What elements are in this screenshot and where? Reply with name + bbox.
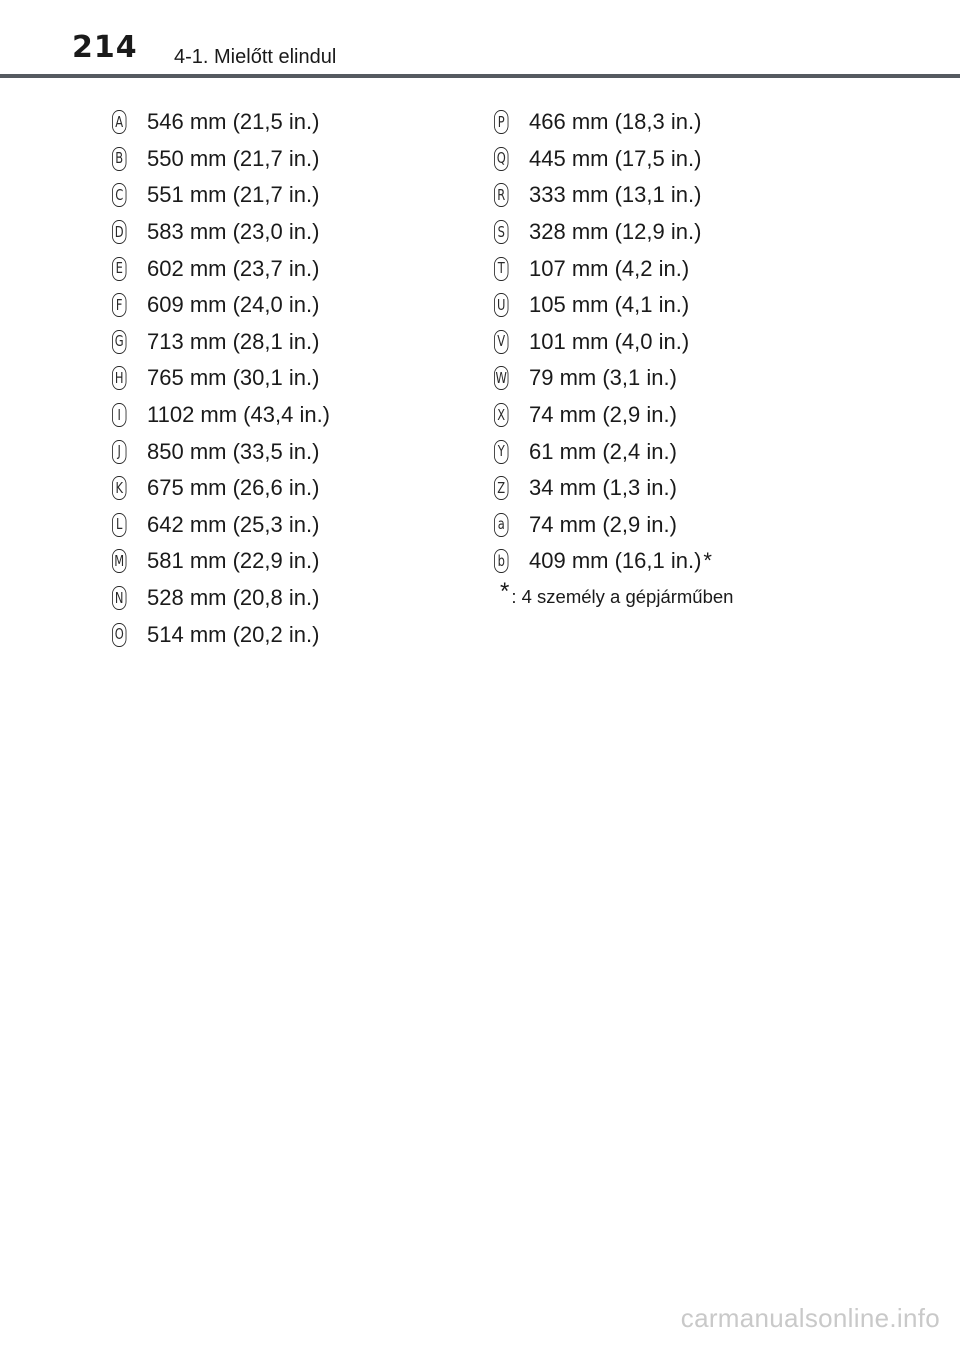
measurement-value: 528 mm (20,8 in.): [147, 585, 320, 611]
list-item: [494, 470, 733, 507]
letter-marker-icon: T: [494, 257, 508, 281]
list-item: [494, 214, 733, 251]
footnote: [500, 577, 734, 620]
measurement-value: 34 mm (1,3 in.): [529, 475, 677, 501]
list-item: [494, 397, 733, 434]
letter-marker-icon: Z: [494, 476, 508, 500]
list-item: [494, 507, 733, 544]
measurement-value: 101 mm (4,0 in.): [529, 328, 690, 354]
measurement-value: 107 mm (4,2 in.): [529, 255, 690, 281]
list-item: [494, 324, 733, 361]
page-number: 214: [72, 30, 138, 65]
measurement-value: 581 mm (22,9 in.): [147, 548, 320, 574]
letter-marker-icon: W: [494, 366, 508, 390]
list-item: [112, 250, 330, 287]
measurement-value: 514 mm (20,2 in.): [147, 621, 320, 647]
measurement-value: 642 mm (25,3 in.): [147, 511, 320, 537]
measurement-value: 61 mm (2,4 in.): [529, 438, 677, 464]
measurement-value: 713 mm (28,1 in.): [147, 328, 320, 354]
letter-marker-icon: Y: [494, 440, 508, 464]
letter-marker-icon: F: [112, 293, 126, 317]
letter-marker-icon: A: [112, 110, 126, 134]
letter-marker-icon: H: [112, 366, 126, 390]
measurement-value: 445 mm (17,5 in.): [529, 145, 702, 171]
measurement-value: 850 mm (33,5 in.): [147, 438, 320, 464]
measurement-value: 609 mm (24,0 in.): [147, 292, 320, 318]
watermark: carmanualsonline.info: [680, 1303, 940, 1333]
list-item: [112, 287, 330, 324]
measurement-value: 466 mm (18,3 in.): [529, 109, 702, 135]
measurement-value: 105 mm (4,1 in.): [529, 292, 690, 318]
measurement-value: 551 mm (21,7 in.): [147, 182, 320, 208]
measurement-value: 74 mm (2,9 in.): [529, 511, 677, 537]
measurement-value: 328 mm (12,9 in.): [529, 219, 702, 245]
page-header: [0, 0, 960, 80]
list-item: [112, 433, 330, 470]
footnote-asterisk-icon: *: [500, 577, 510, 605]
list-item: [112, 360, 330, 397]
list-item: [112, 507, 330, 544]
letter-marker-icon: R: [494, 183, 508, 207]
footnote-text: : 4 személy a gépjárműben: [511, 585, 734, 607]
letter-marker-icon: b: [494, 549, 508, 573]
list-item: [494, 177, 733, 214]
list-item: [112, 324, 330, 361]
list-item: [112, 616, 330, 653]
letter-marker-icon: J: [112, 440, 126, 464]
list-item: [112, 397, 330, 434]
measurement-value: 333 mm (13,1 in.): [529, 182, 702, 208]
letter-marker-icon: B: [112, 147, 126, 171]
right-measurement-list: [494, 104, 733, 620]
list-item: [112, 177, 330, 214]
list-item: [494, 250, 733, 287]
header-divider: [0, 74, 960, 78]
letter-marker-icon: O: [112, 623, 126, 647]
list-item: [494, 287, 733, 324]
letter-marker-icon: U: [494, 293, 508, 317]
list-item: [112, 214, 330, 251]
letter-marker-icon: I: [112, 403, 126, 427]
list-item: [112, 470, 330, 507]
measurement-value: 765 mm (30,1 in.): [147, 365, 320, 391]
letter-marker-icon: K: [112, 476, 126, 500]
letter-marker-icon: a: [494, 513, 508, 537]
measurement-value: 602 mm (23,7 in.): [147, 255, 320, 281]
measurement-value: 550 mm (21,7 in.): [147, 145, 320, 171]
letter-marker-icon: D: [112, 220, 126, 244]
list-item: [112, 543, 330, 580]
list-item: [494, 433, 733, 470]
letter-marker-icon: V: [494, 330, 508, 354]
letter-marker-icon: Q: [494, 147, 508, 171]
letter-marker-icon: X: [494, 403, 508, 427]
list-item: [494, 141, 733, 178]
letter-marker-icon: E: [112, 257, 126, 281]
list-item: b 409 mm (16,1 in.) *: [494, 543, 733, 580]
letter-marker-icon: G: [112, 330, 126, 354]
letter-marker-icon: N: [112, 586, 126, 610]
letter-marker-icon: S: [494, 220, 508, 244]
measurement-value: 79 mm (3,1 in.): [529, 365, 677, 391]
list-item: [494, 360, 733, 397]
section-title: 4-1. Mielőtt elindul: [174, 46, 337, 68]
left-measurement-list: [112, 104, 330, 653]
letter-marker-icon: P: [494, 110, 508, 134]
letter-marker-icon: M: [112, 549, 126, 573]
measurement-value: 409 mm (16,1 in.): [529, 548, 702, 574]
measurement-value: 74 mm (2,9 in.): [529, 402, 677, 428]
measurement-value: 675 mm (26,6 in.): [147, 475, 320, 501]
measurement-value: 1102 mm (43,4 in.): [147, 402, 331, 428]
list-item: [494, 104, 733, 141]
measurement-value: 583 mm (23,0 in.): [147, 219, 320, 245]
letter-marker-icon: L: [112, 513, 126, 537]
list-item: [112, 104, 330, 141]
list-item: [112, 580, 330, 617]
letter-marker-icon: C: [112, 183, 126, 207]
measurement-value: 546 mm (21,5 in.): [147, 109, 320, 135]
list-item: [112, 141, 330, 178]
